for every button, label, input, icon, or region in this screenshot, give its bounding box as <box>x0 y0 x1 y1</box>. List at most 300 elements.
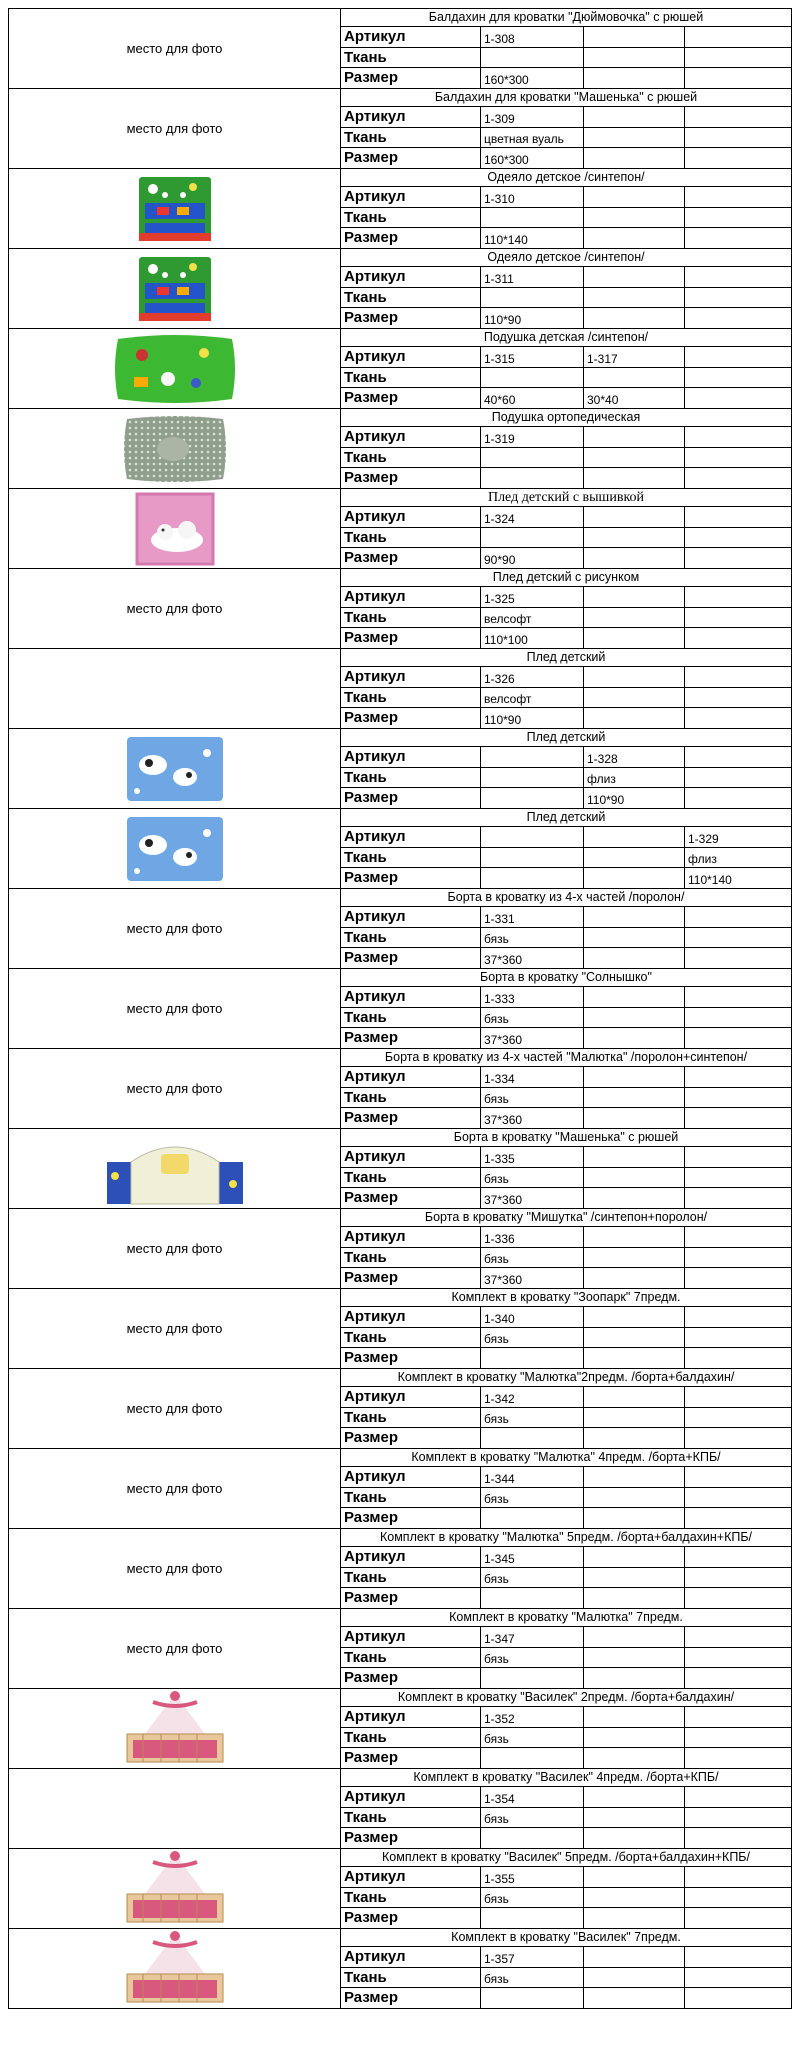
size-label: Размер <box>341 1188 481 1208</box>
fabric-value: бязь <box>481 1808 584 1828</box>
product-block-3 <box>8 168 792 248</box>
article-value: 1-311 <box>481 267 584 287</box>
fabric-value <box>584 208 685 228</box>
size-value <box>685 788 791 808</box>
fabric-value <box>481 768 584 788</box>
article-row <box>341 667 791 688</box>
size-label: Размер <box>341 548 481 568</box>
size-row <box>341 548 791 568</box>
size-row <box>341 1508 791 1528</box>
fabric-value: велсофт <box>481 688 584 708</box>
fabric-value <box>685 288 791 308</box>
article-value <box>584 667 685 687</box>
fabric-label: Ткань <box>341 1728 481 1748</box>
fabric-label: Ткань <box>341 448 481 468</box>
photo-placeholder-text: место для фото <box>126 921 223 936</box>
fabric-row <box>341 688 791 709</box>
fabric-value <box>481 528 584 548</box>
product-title: Борта в кроватку "Мишутка" /синтепон+поролон/ <box>341 1209 791 1227</box>
size-value <box>584 708 685 728</box>
article-value <box>584 267 685 287</box>
photo-cell <box>8 568 340 648</box>
size-value: 110*140 <box>481 228 584 248</box>
size-value <box>584 1988 685 2008</box>
article-value: 1-347 <box>481 1627 584 1647</box>
fabric-value <box>584 1168 685 1188</box>
article-value <box>584 1387 685 1407</box>
article-value <box>685 427 791 447</box>
size-row <box>341 788 791 808</box>
article-label: Артикул <box>341 187 481 207</box>
photo-cell <box>8 1528 340 1608</box>
fabric-value <box>685 1728 791 1748</box>
fabric-row <box>341 1168 791 1189</box>
fabric-row <box>341 1248 791 1269</box>
size-label: Размер <box>341 1908 481 1928</box>
size-row <box>341 1908 791 1928</box>
product-title: Плед детский с рисунком <box>341 569 791 587</box>
size-value <box>685 628 791 648</box>
product-block-6 <box>8 408 792 488</box>
product-title: Подушка детская /синтепон/ <box>341 329 791 347</box>
size-value: 110*140 <box>688 873 732 888</box>
size-label: Размер <box>341 708 481 728</box>
article-label: Артикул <box>341 987 481 1007</box>
size-value <box>584 1828 685 1848</box>
photo-cell <box>8 1288 340 1368</box>
article-value: 1-334 <box>481 1067 584 1087</box>
fabric-value: бязь <box>481 1888 584 1908</box>
pillow-ortho-icon <box>121 413 229 485</box>
fabric-row <box>341 1968 791 1989</box>
fabric-value <box>685 448 791 468</box>
size-value <box>584 228 685 248</box>
size-value <box>685 708 791 728</box>
size-value: 110*90 <box>481 308 584 328</box>
article-value <box>685 27 791 47</box>
product-title: Балдахин для кроватки "Машенька" с рюшей <box>341 89 791 107</box>
fabric-value <box>685 128 791 148</box>
article-value: 1-328 <box>584 747 685 767</box>
size-value <box>685 1668 791 1688</box>
size-value: 160*300 <box>481 148 584 168</box>
fabric-value <box>584 1008 685 1028</box>
size-row <box>341 68 791 88</box>
size-value <box>584 548 685 568</box>
size-row <box>341 1428 791 1448</box>
fabric-value <box>584 1728 685 1748</box>
product-info <box>340 728 792 808</box>
product-info <box>340 1448 792 1528</box>
fabric-value <box>481 288 584 308</box>
size-value: 37*360 <box>481 948 584 968</box>
fabric-value: бязь <box>481 1088 584 1108</box>
product-info <box>340 488 792 568</box>
article-value <box>584 1067 685 1087</box>
fabric-value <box>685 368 791 388</box>
size-label: Размер <box>341 468 481 488</box>
size-value <box>584 1108 685 1128</box>
product-block-10 <box>8 728 792 808</box>
article-label: Артикул <box>341 1387 481 1407</box>
product-info <box>340 1848 792 1928</box>
product-title: Одеяло детское /синтепон/ <box>341 169 791 187</box>
fabric-value: флиз <box>584 768 685 788</box>
size-label: Размер <box>341 68 481 88</box>
fabric-value <box>685 1088 791 1108</box>
product-info <box>340 88 792 168</box>
size-value <box>685 1988 791 2008</box>
size-row <box>341 868 791 888</box>
size-value <box>481 1348 584 1368</box>
product-info <box>340 1208 792 1288</box>
size-row <box>341 1828 791 1848</box>
size-value <box>481 868 584 888</box>
size-value <box>584 308 685 328</box>
fabric-value <box>685 1968 791 1988</box>
fabric-value <box>584 1248 685 1268</box>
article-row <box>341 1067 791 1088</box>
article-label: Артикул <box>341 427 481 447</box>
article-value: 1-325 <box>481 587 584 607</box>
product-block-13 <box>8 968 792 1048</box>
fabric-label: Ткань <box>341 688 481 708</box>
product-title: Комплект в кроватку "Василек" 4предм. /борта+КПБ/ <box>341 1769 791 1787</box>
crib-icon <box>113 1850 237 1928</box>
product-block-18 <box>8 1368 792 1448</box>
product-info <box>340 648 792 728</box>
fabric-value <box>584 528 685 548</box>
fabric-row <box>341 1648 791 1669</box>
fabric-label: Ткань <box>341 1248 481 1268</box>
article-value: 1-342 <box>481 1387 584 1407</box>
photo-cell <box>8 1448 340 1528</box>
size-value <box>481 1748 584 1768</box>
pillow-green-icon <box>112 331 238 407</box>
product-title: Одеяло детское /синтепон/ <box>341 249 791 267</box>
size-label: Размер <box>341 228 481 248</box>
fabric-label: Ткань <box>341 1808 481 1828</box>
product-title: Плед детский <box>341 729 791 747</box>
product-title: Комплект в кроватку "Василек" 7предм. <box>341 1929 791 1947</box>
fabric-label: Ткань <box>341 48 481 68</box>
fabric-value: бязь <box>481 1328 584 1348</box>
fabric-row <box>341 1568 791 1589</box>
fabric-label: Ткань <box>341 1968 481 1988</box>
size-label: Размер <box>341 868 481 888</box>
fabric-value <box>685 208 791 228</box>
size-value <box>481 1428 584 1448</box>
photo-cell <box>8 168 340 248</box>
fabric-value <box>584 1568 685 1588</box>
photo-placeholder-text: место для фото <box>126 1641 223 1656</box>
article-label: Артикул <box>341 747 481 767</box>
size-value <box>481 1588 584 1608</box>
article-label: Артикул <box>341 347 481 367</box>
size-value <box>685 68 791 88</box>
article-value: 1-319 <box>481 427 584 447</box>
fabric-value <box>685 48 791 68</box>
fabric-row <box>341 1328 791 1349</box>
article-value <box>685 1147 791 1167</box>
article-value <box>685 1707 791 1727</box>
article-value <box>685 347 791 367</box>
fabric-value <box>584 448 685 468</box>
size-label: Размер <box>341 1988 481 2008</box>
size-value <box>481 788 584 808</box>
article-row <box>341 1867 791 1888</box>
size-value <box>584 1668 685 1688</box>
article-row <box>341 1227 791 1248</box>
photo-cell <box>8 968 340 1048</box>
article-label: Артикул <box>341 1627 481 1647</box>
article-label: Артикул <box>341 1067 481 1087</box>
photo-cell <box>8 408 340 488</box>
size-value <box>685 1588 791 1608</box>
article-value <box>685 587 791 607</box>
size-value <box>584 1588 685 1608</box>
fabric-row <box>341 1888 791 1909</box>
fabric-value <box>584 848 685 868</box>
fabric-value <box>584 288 685 308</box>
fabric-value <box>685 688 791 708</box>
size-value <box>584 1028 685 1048</box>
fabric-row <box>341 288 791 309</box>
size-value <box>685 548 791 568</box>
fabric-value: бязь <box>481 1408 584 1428</box>
article-value <box>685 1307 791 1327</box>
article-row <box>341 507 791 528</box>
product-title: Борта в кроватку из 4-х частей "Малютка" /поролон+синтепон/ <box>341 1049 791 1067</box>
article-value: 1-335 <box>481 1147 584 1167</box>
article-row <box>341 1307 791 1328</box>
size-value <box>685 228 791 248</box>
photo-cell <box>8 1048 340 1128</box>
product-block-21 <box>8 1608 792 1688</box>
article-value: 1-310 <box>481 187 584 207</box>
size-value <box>685 1828 791 1848</box>
photo-placeholder-text: место для фото <box>126 1401 223 1416</box>
size-row <box>341 388 791 408</box>
product-info <box>340 1048 792 1128</box>
article-value <box>584 1467 685 1487</box>
article-value <box>584 587 685 607</box>
size-value <box>481 1988 584 2008</box>
article-row <box>341 1707 791 1728</box>
fabric-value <box>584 928 685 948</box>
size-row <box>341 1748 791 1768</box>
product-title: Комплект в кроватку "Василек" 2предм. /борта+балдахин/ <box>341 1689 791 1707</box>
product-info <box>340 1128 792 1208</box>
photo-cell <box>8 1128 340 1208</box>
size-label: Размер <box>341 1268 481 1288</box>
product-info <box>340 1528 792 1608</box>
article-value: 1-309 <box>481 107 584 127</box>
product-block-24 <box>8 1848 792 1928</box>
fabric-value <box>685 928 791 948</box>
article-value <box>584 907 685 927</box>
article-value <box>584 1867 685 1887</box>
article-value <box>584 427 685 447</box>
size-value <box>481 1828 584 1848</box>
photo-placeholder-text: место для фото <box>126 1561 223 1576</box>
product-info <box>340 168 792 248</box>
product-block-9 <box>8 648 792 728</box>
article-label: Артикул <box>341 1547 481 1567</box>
article-value: 1-352 <box>481 1707 584 1727</box>
fabric-label: Ткань <box>341 1328 481 1348</box>
article-value: 1-308 <box>481 27 584 47</box>
product-info <box>340 968 792 1048</box>
article-value <box>685 507 791 527</box>
product-info <box>340 8 792 88</box>
plaid-cow-icon <box>123 733 227 805</box>
article-value <box>685 1627 791 1647</box>
product-title: Комплект в кроватку "Малютка" 5предм. /борта+балдахин+КПБ/ <box>341 1529 791 1547</box>
article-value <box>685 1547 791 1567</box>
size-label: Размер <box>341 308 481 328</box>
size-value <box>685 1908 791 1928</box>
fabric-value <box>584 1808 685 1828</box>
article-value <box>685 907 791 927</box>
size-value <box>584 148 685 168</box>
article-value: 1-354 <box>481 1787 584 1807</box>
product-info <box>340 408 792 488</box>
photo-cell <box>8 728 340 808</box>
size-value <box>584 1908 685 1928</box>
article-row <box>341 347 791 368</box>
product-info <box>340 1768 792 1848</box>
article-value <box>584 987 685 1007</box>
size-value <box>685 1268 791 1288</box>
article-row <box>341 827 791 848</box>
photo-placeholder-text: место для фото <box>126 121 223 136</box>
product-block-8 <box>8 568 792 648</box>
article-row <box>341 187 791 208</box>
bumper-icon <box>105 1132 245 1206</box>
fabric-value <box>584 48 685 68</box>
size-label: Размер <box>341 388 481 408</box>
size-label: Размер <box>341 1828 481 1848</box>
article-row <box>341 1467 791 1488</box>
fabric-value <box>584 128 685 148</box>
size-label: Размер <box>341 788 481 808</box>
size-label: Размер <box>341 948 481 968</box>
photo-cell <box>8 1208 340 1288</box>
photo-cell <box>8 1368 340 1448</box>
product-title: Плед детский с вышивкой <box>341 489 791 507</box>
size-label: Размер <box>341 1028 481 1048</box>
product-block-19 <box>8 1448 792 1528</box>
product-title: Комплект в кроватку "Малютка"2предм. /борта+балдахин/ <box>341 1369 791 1387</box>
product-title: Борта в кроватку из 4-х частей /поролон/ <box>341 889 791 907</box>
fabric-label: Ткань <box>341 1888 481 1908</box>
fabric-value <box>584 1488 685 1508</box>
size-label: Размер <box>341 628 481 648</box>
photo-cell <box>8 888 340 968</box>
fabric-value: бязь <box>481 928 584 948</box>
photo-cell <box>8 1928 340 2008</box>
article-row <box>341 987 791 1008</box>
fabric-value <box>481 848 584 868</box>
product-info <box>340 1928 792 2008</box>
article-value <box>685 987 791 1007</box>
size-row <box>341 468 791 488</box>
article-row <box>341 907 791 928</box>
fabric-value <box>481 368 584 388</box>
fabric-label: Ткань <box>341 608 481 628</box>
size-label: Размер <box>341 1668 481 1688</box>
product-title: Плед детский <box>341 809 791 827</box>
fabric-label: Ткань <box>341 528 481 548</box>
article-label: Артикул <box>341 1147 481 1167</box>
article-row <box>341 747 791 768</box>
article-value <box>584 1627 685 1647</box>
article-label: Артикул <box>341 667 481 687</box>
size-value <box>685 308 791 328</box>
product-block-11 <box>8 808 792 888</box>
photo-cell <box>8 328 340 408</box>
fabric-value <box>685 528 791 548</box>
size-row <box>341 1268 791 1288</box>
size-value <box>685 1188 791 1208</box>
fabric-row <box>341 928 791 949</box>
fabric-value <box>685 1888 791 1908</box>
size-value: 30*40 <box>584 388 685 408</box>
article-value <box>685 1227 791 1247</box>
size-value <box>584 68 685 88</box>
fabric-label: Ткань <box>341 1648 481 1668</box>
fabric-row <box>341 48 791 69</box>
product-title: Балдахин для кроватки "Дюймовочка" с рюшей <box>341 9 791 27</box>
article-row <box>341 27 791 48</box>
product-block-7 <box>8 488 792 568</box>
size-row <box>341 308 791 328</box>
fabric-value <box>481 208 584 228</box>
fabric-value: бязь <box>481 1648 584 1668</box>
size-value <box>584 1268 685 1288</box>
article-value <box>584 107 685 127</box>
fabric-row <box>341 1088 791 1109</box>
fabric-row <box>341 608 791 629</box>
blanket-icon <box>135 253 215 325</box>
size-value <box>481 1908 584 1928</box>
article-label: Артикул <box>341 1867 481 1887</box>
fabric-label: Ткань <box>341 1488 481 1508</box>
article-row <box>341 1147 791 1168</box>
size-value: 37*360 <box>481 1188 584 1208</box>
size-value <box>685 1428 791 1448</box>
article-row <box>341 267 791 288</box>
fabric-value: бязь <box>481 1568 584 1588</box>
fabric-value: велсофт <box>481 608 584 628</box>
article-value <box>685 1467 791 1487</box>
fabric-row <box>341 1808 791 1829</box>
size-value: 37*360 <box>481 1108 584 1128</box>
size-row <box>341 948 791 968</box>
size-value <box>584 1348 685 1368</box>
article-label: Артикул <box>341 1707 481 1727</box>
size-value: 37*360 <box>481 1268 584 1288</box>
photo-cell <box>8 1848 340 1928</box>
photo-cell <box>8 648 340 728</box>
article-label: Артикул <box>341 1467 481 1487</box>
fabric-label: Ткань <box>341 848 481 868</box>
article-value: 1-340 <box>481 1307 584 1327</box>
size-value <box>685 1348 791 1368</box>
product-block-17 <box>8 1288 792 1368</box>
article-row <box>341 1627 791 1648</box>
